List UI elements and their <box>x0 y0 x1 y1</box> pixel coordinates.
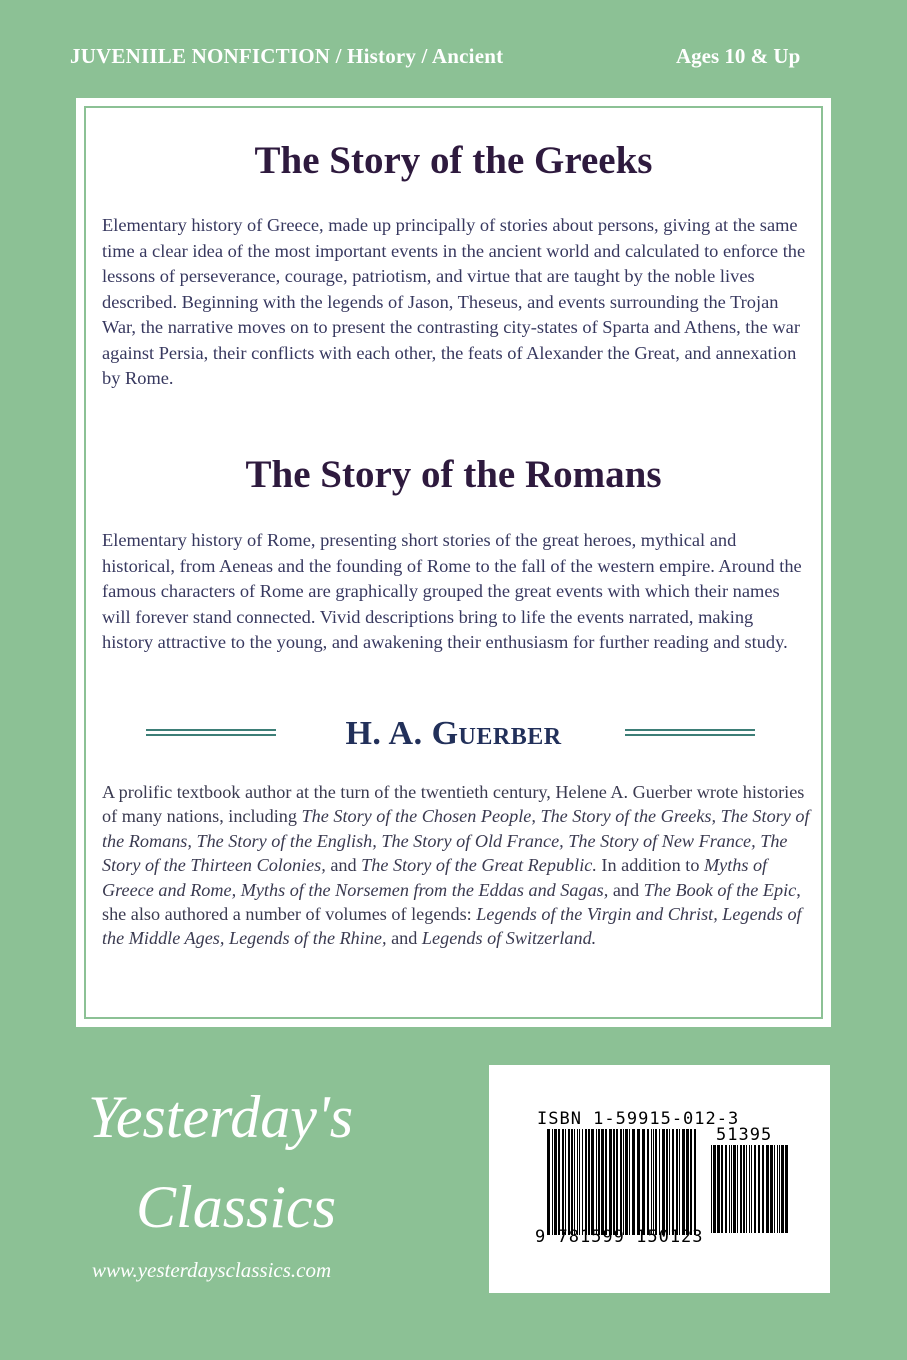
barcode-bar <box>596 1129 597 1235</box>
barcode-bar <box>672 1129 674 1235</box>
barcode-bar <box>740 1145 742 1233</box>
barcode-bar <box>568 1129 570 1235</box>
barcode-bar <box>785 1145 788 1233</box>
barcode-bar <box>733 1145 736 1233</box>
barcode-bar <box>762 1145 764 1233</box>
barcode-bar <box>777 1145 778 1233</box>
barcode-bar <box>637 1129 640 1235</box>
barcode-box <box>489 1065 830 1293</box>
price-code: 51395 <box>716 1125 773 1145</box>
barcode-bar <box>642 1129 645 1235</box>
barcode-bar <box>679 1129 680 1235</box>
barcode-bar <box>676 1129 678 1235</box>
barcode-bar <box>781 1145 784 1233</box>
bio-text-run: and <box>608 879 644 900</box>
barcode-bar <box>659 1129 660 1235</box>
barcode-bar <box>625 1129 628 1235</box>
greeks-title: The Story of the Greeks <box>254 139 653 182</box>
author-bio <box>102 780 814 951</box>
barcode-bar <box>609 1129 612 1235</box>
barcode-bar <box>690 1129 692 1235</box>
barcode-bar <box>694 1129 696 1235</box>
author-name: H. A. Guerber <box>345 715 562 752</box>
barcode-bar <box>585 1129 587 1235</box>
barcode-bar <box>574 1129 575 1235</box>
barcode-bar <box>713 1145 716 1233</box>
author-row <box>76 712 831 756</box>
category-line: JUVENIILE NONFICTION / History / Ancient <box>70 44 504 68</box>
romans-description-text: Elementary history of Rome, presenting short stories of the great heroes, mythical and historical, from Aeneas and the founding of Rome to the fall of the western empire. Around the famous characters of Rome are graphically grouped the great events with which their names will forever stand connected. Vivid descriptions bring to life the events narrated, making history attractive to the young, and awakening their enthusiasm for further reading and study. <box>102 530 802 652</box>
barcode-bar <box>623 1129 624 1235</box>
publisher-logo-line1: Yesterday's <box>88 1084 354 1150</box>
bio-text-run: , she also authored a number of volumes of legends: <box>102 879 801 925</box>
barcode-bar <box>582 1129 583 1235</box>
barcode-bar <box>598 1129 600 1235</box>
bio-title-run: Myths of Greece and Rome, Myths of the Norsemen from the Eddas and Sagas, <box>102 855 768 900</box>
barcode-bar <box>682 1129 685 1235</box>
barcode-bar <box>751 1145 752 1233</box>
bio-text-run: In addition to <box>596 855 704 876</box>
barcode-bar <box>632 1129 635 1235</box>
bio-title-run: The Story of the Chosen People, The Story of the Greeks, The Story of the Romans, The Story of the English, The Story of Old France, The Story of New France, The Story of the Thirteen Colonies, <box>102 806 810 876</box>
barcode-main-icon <box>547 1129 697 1235</box>
barcode-bar <box>729 1145 730 1233</box>
bio-title-run: Legends of the Virgin and Christ, Legends of the Middle Ages, Legends of the Rhine, <box>102 904 802 949</box>
barcode-addon-icon <box>711 1145 791 1235</box>
bio-text-run: A prolific textbook author at the turn of the twentieth century, Helene A. Guerber wrote histories of many nations, including <box>102 782 805 827</box>
publisher-logo-line2: Classics <box>136 1174 337 1240</box>
barcode-bar <box>577 1129 578 1235</box>
barcode-bar <box>686 1129 689 1235</box>
barcode-bar <box>591 1129 594 1235</box>
barcode-bar <box>613 1129 615 1235</box>
barcode-bar <box>743 1145 745 1233</box>
barcode-bar <box>647 1129 649 1235</box>
barcode-bar <box>731 1145 732 1233</box>
bio-text-run: and <box>386 928 422 949</box>
bio-title-run: The Book of the Epic <box>643 879 797 900</box>
barcode-bar <box>655 1129 657 1235</box>
rule-right <box>625 729 755 736</box>
barcode-bar <box>554 1129 557 1235</box>
barcode-bar <box>547 1129 550 1235</box>
barcode-bar <box>717 1145 720 1233</box>
bio-text-run: and <box>325 855 362 876</box>
barcode-bar <box>588 1129 590 1235</box>
barcode-bar <box>651 1129 652 1235</box>
age-range: Ages 10 & Up <box>676 44 801 68</box>
barcode-bar <box>552 1129 553 1235</box>
barcode-bar <box>562 1129 564 1235</box>
barcode-bar <box>565 1129 566 1235</box>
barcode-bar <box>779 1145 780 1233</box>
romans-description <box>102 528 807 656</box>
barcode-bar <box>721 1145 723 1233</box>
ean-digits: 9 781599 150123 <box>535 1227 704 1247</box>
barcode-bar <box>758 1145 760 1233</box>
greeks-description-text: Elementary history of Greece, made up principally of stories about persons, giving at the same time a clear idea of the most important events in the ancient world and calculated to enforce the lessons of perseverance, courage, patriotism, and virtue that are taught by the noble lives described. Beginning with the legends of Jason, Theseus, and events surrounding the Trojan War, the narrative moves on to present the contrasting city-states of Sparta and Athens, the war against Persia, their conflicts with each other, the feats of Alexander the Great, and annexation by Rome. <box>102 215 806 388</box>
barcode-bar <box>629 1129 630 1235</box>
barcode-bar <box>662 1129 665 1235</box>
barcode-bar <box>749 1145 750 1233</box>
bio-title-run: Legends of Switzerland. <box>421 928 597 949</box>
barcode-bar <box>725 1145 727 1233</box>
barcode-bar <box>669 1129 670 1235</box>
barcode-bar <box>653 1129 654 1235</box>
barcode-bar <box>620 1129 622 1235</box>
isbn-label: ISBN 1-59915-012-3 <box>537 1109 740 1129</box>
barcode-bar <box>605 1129 607 1235</box>
barcode-bar <box>754 1145 756 1233</box>
barcode-bar <box>774 1145 775 1233</box>
greeks-description <box>102 213 807 392</box>
barcode-bar <box>766 1145 769 1233</box>
barcode-bar <box>746 1145 747 1233</box>
barcode-bar <box>711 1145 712 1233</box>
description-panel <box>76 98 831 1027</box>
bio-title-run: The Story of the Great Republic. <box>361 855 597 876</box>
barcode-bar <box>571 1129 573 1235</box>
publisher-url: www.yesterdaysclassics.com <box>92 1258 332 1282</box>
barcode-bar <box>558 1129 560 1235</box>
romans-title: The Story of the Romans <box>245 453 662 496</box>
barcode-bar <box>601 1129 604 1235</box>
barcode-bar <box>666 1129 668 1235</box>
barcode-bar <box>616 1129 618 1235</box>
barcode-bar <box>579 1129 580 1235</box>
barcode-bar <box>737 1145 738 1233</box>
barcode-bar <box>770 1145 773 1233</box>
